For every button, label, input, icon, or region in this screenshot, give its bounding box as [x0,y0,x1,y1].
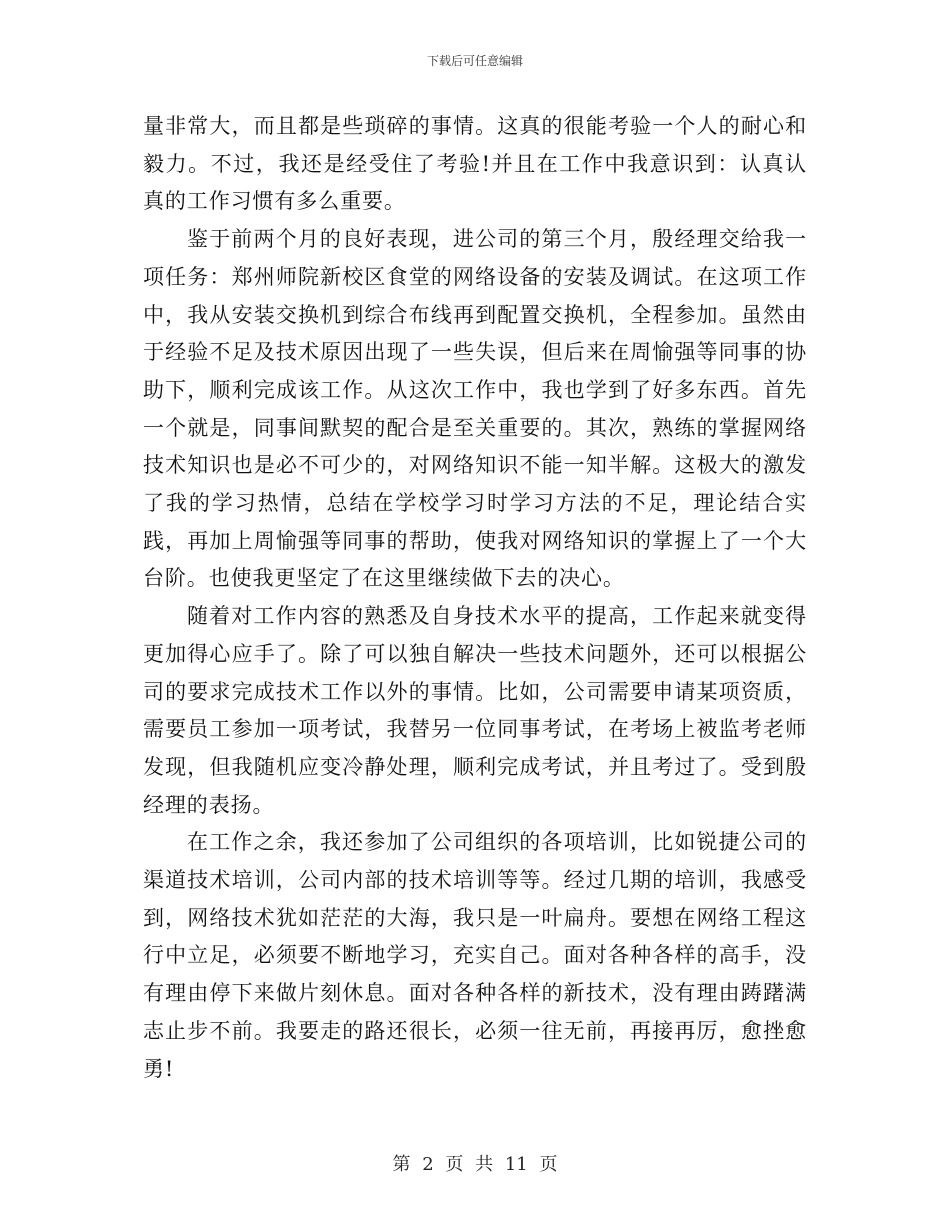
page-number-footer: 第 2 页 共 11 页 [392,1154,558,1175]
paragraph-1: 量非常大，而且都是些琐碎的事情。这真的很能考验一个人的耐心和毅力。不过，我还是经受住了考验!并且在工作中我意识到：认真认真的工作习惯有多么重要。 [143,114,807,214]
page-header: 下载后可任意编辑 [426,54,523,68]
paragraph-4: 在工作之余，我还参加了公司组织的各项培训，比如锐捷公司的渠道技术培训，公司内部的技术培训等等。经过几期的培训，我感受到，网络技术犹如茫茫的大海，我只是一叶扁舟。要想在网络工程这行中立足，必须要不断地学习，充实自己。面对各种各样的高手，没有理由停下来做片刻休息。面对各种各样的新技术，没有理由踌躇满志止步不前。我要走的路还很长，必须一往无前，再接再厉，愈挫愈勇! [143,830,807,1081]
document-body [143,108,807,1088]
paragraph-2: 鉴于前两个月的良好表现，进公司的第三个月，殷经理交给我一项任务：郑州师院新校区食堂的网络设备的安装及调试。在这项工作中，我从安装交换机到综合布线再到配置交换机，全程参加。虽然由于经验不足及技术原因出现了一些失误，但后来在周愉强等同事的协助下，顺利完成该工作。从这次工作中，我也学到了好多东西。首先一个就是，同事间默契的配合是至关重要的。其次，熟练的掌握网络技术知识也是必不可少的，对网络知识不能一知半解。这极大的激发了我的学习热情，总结在学校学习时学习方法的不足，理论结合实践，再加上周愉强等同事的帮助，使我对网络知识的掌握上了一个大台阶。也使我更坚定了在这里继续做下去的决心。 [143,227,807,591]
paragraph-3: 随着对工作内容的熟悉及自身技术水平的提高，工作起来就变得更加得心应手了。除了可以独自解决一些技术问题外，还可以根据公司的要求完成技术工作以外的事情。比如，公司需要申请某项资质，需要员工参加一项考试，我替另一位同事考试，在考场上被监考老师发现，但我随机应变冷静处理，顺利完成考试，并且考过了。受到殷经理的表扬。 [143,604,807,817]
